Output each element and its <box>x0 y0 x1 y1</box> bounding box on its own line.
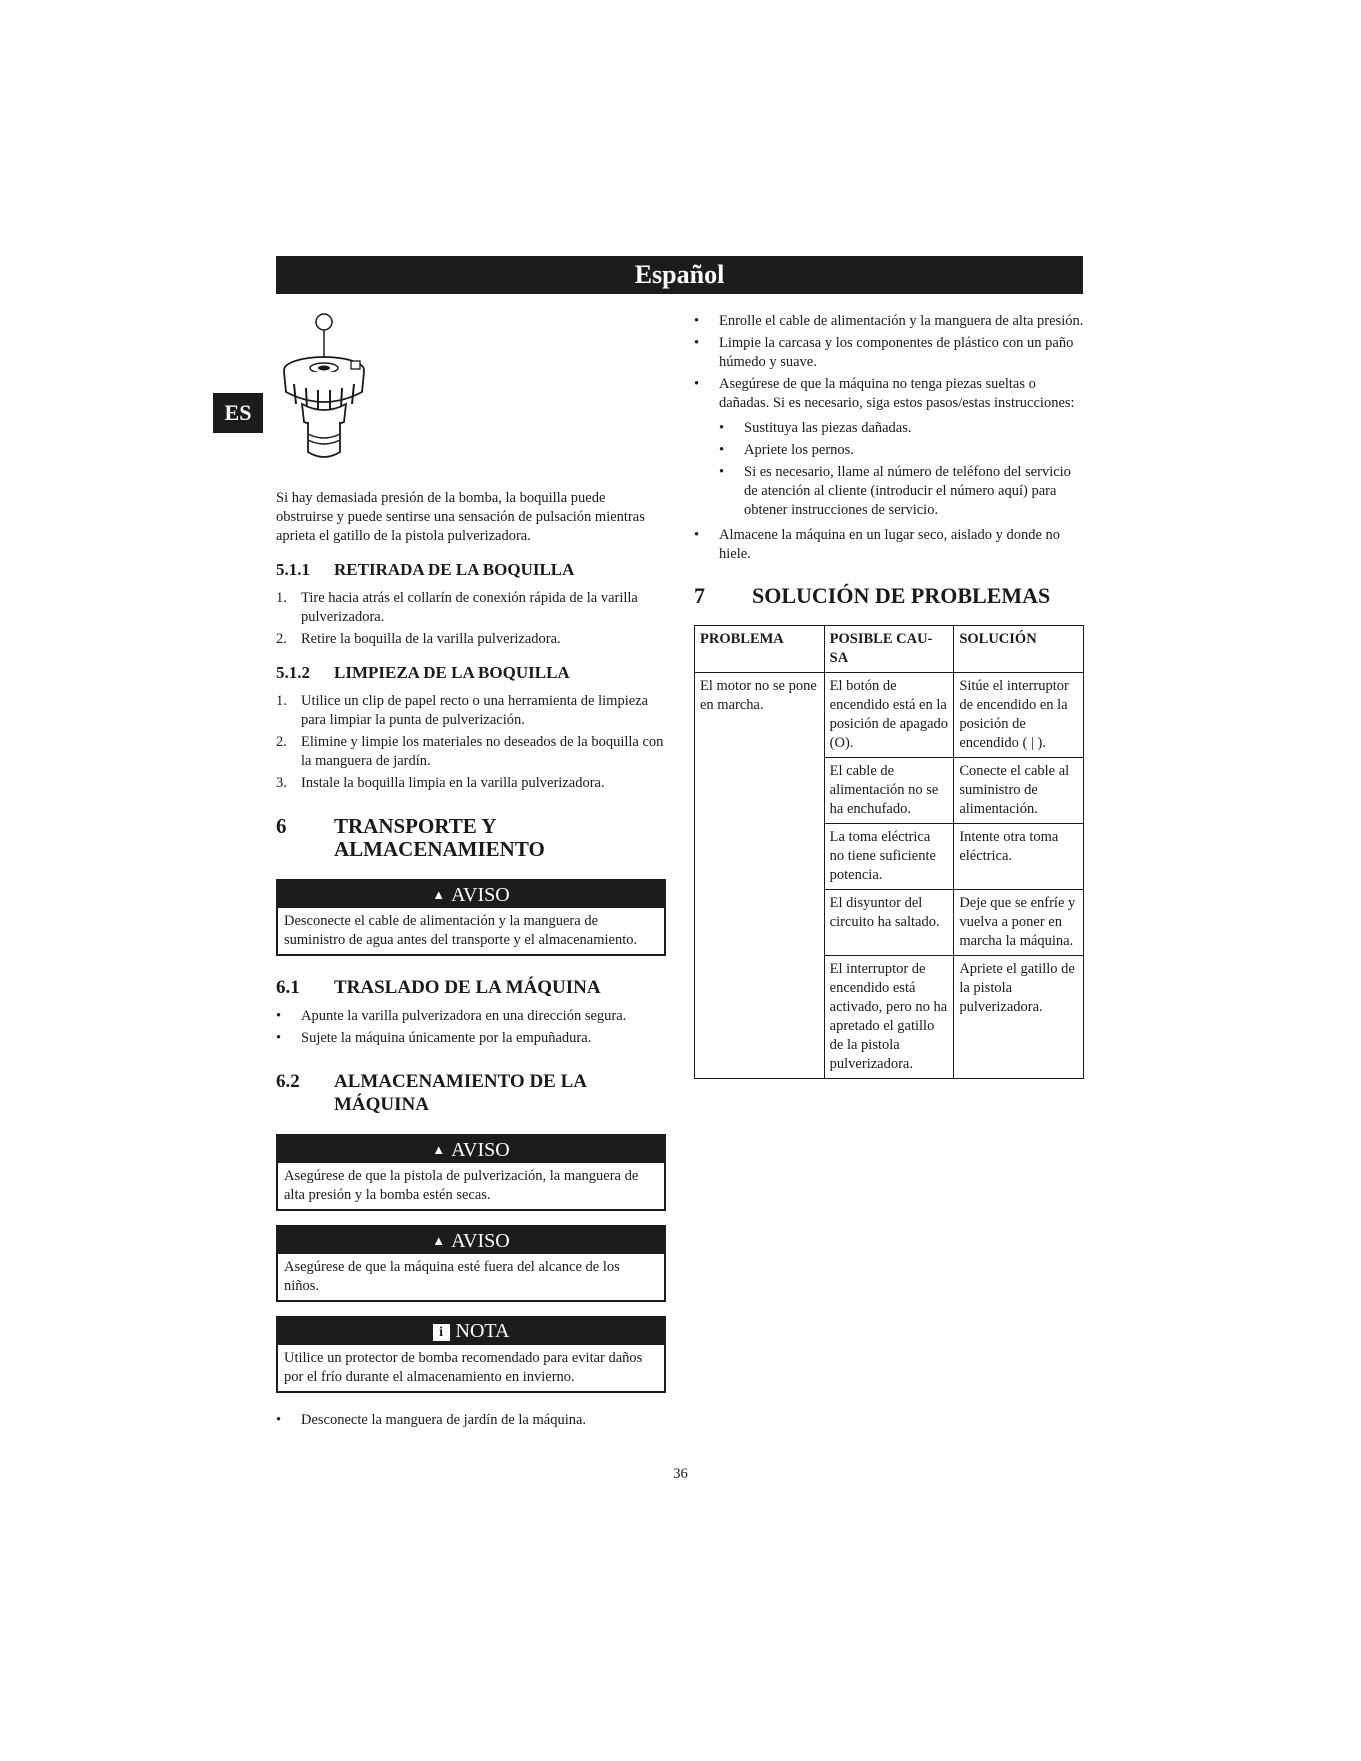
solution-cell: Intente otra toma eléctrica. <box>954 824 1084 890</box>
cause-cell: El disyuntor del circuito ha saltado. <box>824 890 954 956</box>
troubleshooting-table <box>694 625 1084 1079</box>
list-item: • Enrolle el cable de alimentación y la manguera de alta presión. <box>694 313 1084 329</box>
nozzle-illustration <box>276 312 386 467</box>
section-heading-5-1-2: 5.1.2 LIMPIEZA DE LA BOQUILLA <box>276 663 570 682</box>
list-item: • Apriete los pernos. <box>719 442 854 458</box>
column-header: PROBLEMA <box>695 626 825 673</box>
section-heading-7: 7 SOLUCIÓN DE PROBLEMAS <box>694 583 1051 608</box>
intro-paragraph: Si hay demasiada presión de la bomba, la boquilla puede obstruirse y puede sentirse una sensación de pulsación mientras aprieta el gatillo de la pistola pulverizadora. <box>276 490 645 544</box>
moving-machine-list <box>276 1007 666 1048</box>
warning-triangle-icon: ▲ <box>432 887 446 902</box>
solution-cell: Sitúe el interruptor de encendido en la posición de encendido ( | ). <box>954 673 1084 758</box>
solution-cell: Apriete el gatillo de la pistola pulverizadora. <box>954 956 1084 1079</box>
section-heading-6-2: 6.2 ALMACENAMIENTO DE LA MÁQUINA <box>276 1071 588 1115</box>
section-heading-6: 6 TRANSPORTE Y ALMACENAMIENTO <box>276 814 545 861</box>
nozzle-removal-steps <box>276 589 666 649</box>
list-item: • Si es necesario, llame al número de teléfono del servicio de atención al cliente (introducir el número aquí) para obtener instrucciones de servicio. <box>719 464 1071 518</box>
list-item: • Asegúrese de que la máquina no tenga piezas sueltas o dañadas. Si es necesario, siga estos pasos/estas instrucciones: <box>694 376 1075 411</box>
left-column <box>276 312 666 1433</box>
list-item: 2. Elimine y limpie los materiales no deseados de la boquilla con la manguera de jardín. <box>276 734 664 769</box>
store-location-list <box>694 526 1084 564</box>
list-item: • Sujete la máquina únicamente por la empuñadura. <box>276 1030 592 1046</box>
warning-triangle-icon: ▲ <box>432 1233 446 1248</box>
list-item: 1. Utilice un clip de papel recto o una herramienta de limpieza para limpiar la punta de pulverización. <box>276 693 649 728</box>
list-item: • Sustituya las piezas dañadas. <box>719 420 912 436</box>
solution-cell: Deje que se enfríe y vuelva a poner en marcha la máquina. <box>954 890 1084 956</box>
column-header: POSIBLE CAU-SA <box>824 626 954 673</box>
language-tab: ES <box>213 393 263 433</box>
list-item: 2. Retire la boquilla de la varilla pulverizadora. <box>276 631 561 647</box>
list-item: 1. Tire hacia atrás el collarín de conexión rápida de la varilla pulverizadora. <box>276 590 638 625</box>
cause-cell: La toma eléctrica no tiene suficiente potencia. <box>824 824 954 890</box>
solution-cell: Conecte el cable al suministro de alimentación. <box>954 758 1084 824</box>
warning-box-dry: ▲ AVISO Asegúrese de que la pistola de pulverización, la manguera de alta presión y la bomba estén secas. <box>276 1134 666 1211</box>
list-item: • Limpie la carcasa y los componentes de plástico con un paño húmedo y suave. <box>694 335 1074 370</box>
info-icon: i <box>433 1324 450 1341</box>
column-header: SOLUCIÓN <box>954 626 1084 673</box>
list-item: • Almacene la máquina en un lugar seco, aislado y donde no hiele. <box>694 527 1061 562</box>
problem-cell: El motor no se pone en marcha. <box>695 673 825 1079</box>
list-item: 3. Instale la boquilla limpia en la varilla pulverizadora. <box>276 775 605 791</box>
repair-sub-list <box>719 419 1084 520</box>
disconnect-list <box>276 1411 666 1430</box>
cause-cell: El interruptor de encendido está activado, pero no ha apretado el gatillo de la pistola pulverizadora. <box>824 956 954 1079</box>
warning-box-children: ▲ AVISO Asegúrese de que la máquina esté fuera del alcance de los niños. <box>276 1225 666 1302</box>
cause-cell: El cable de alimentación no se ha enchufado. <box>824 758 954 824</box>
nozzle-cleaning-steps <box>276 692 666 793</box>
warning-box-transport: ▲ AVISO Desconecte el cable de alimentación y la manguera de suministro de agua antes del transporte y el almacenamiento. <box>276 879 666 956</box>
list-item: • Desconecte la manguera de jardín de la máquina. <box>276 1412 587 1428</box>
warning-triangle-icon: ▲ <box>432 1142 446 1157</box>
section-heading-5-1-1: 5.1.1 RETIRADA DE LA BOQUILLA <box>276 560 575 579</box>
table-header-row <box>695 626 1084 673</box>
note-box-pump-protector: i NOTA Utilice un protector de bomba recomendado para evitar daños por el frío durante el almacenamiento en invierno. <box>276 1316 666 1393</box>
language-banner: Español <box>276 256 1083 294</box>
storage-steps-list <box>694 312 1084 413</box>
list-item: • Apunte la varilla pulverizadora en una dirección segura. <box>276 1008 627 1024</box>
right-column <box>694 312 1084 1079</box>
section-heading-6-1: 6.1 TRASLADO DE LA MÁQUINA <box>276 977 601 998</box>
cause-cell: El botón de encendido está en la posición de apagado (O). <box>824 673 954 758</box>
table-row <box>695 673 1084 758</box>
page-number: 36 <box>673 1466 688 1482</box>
